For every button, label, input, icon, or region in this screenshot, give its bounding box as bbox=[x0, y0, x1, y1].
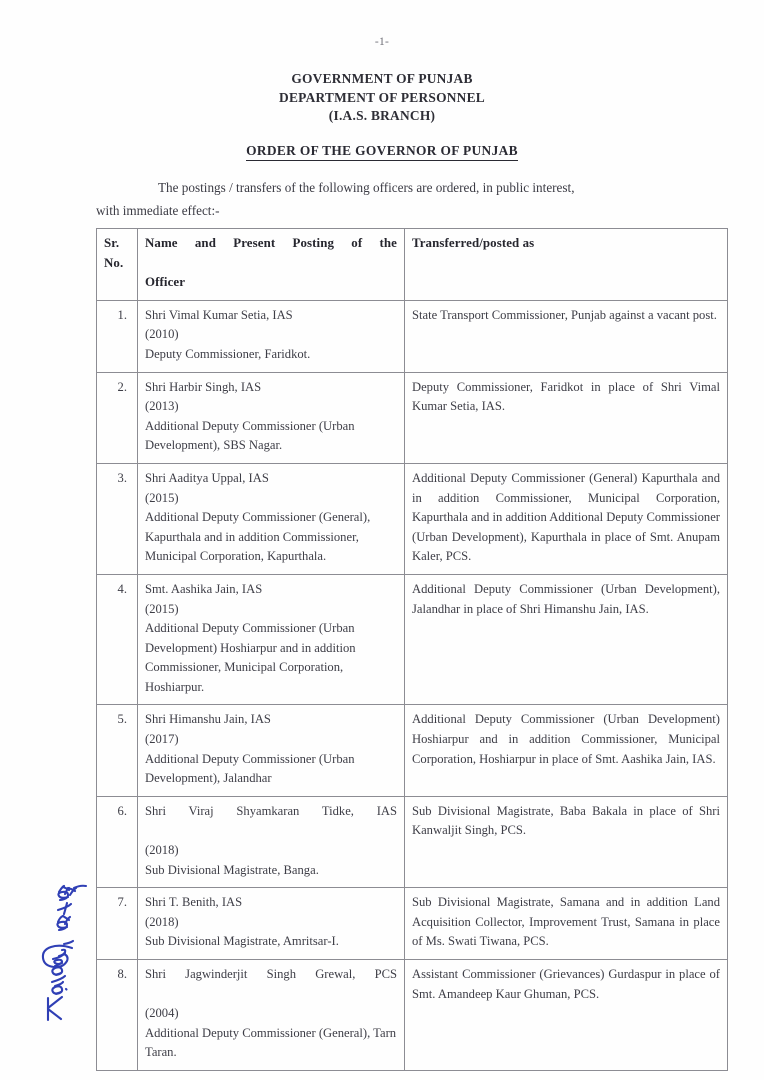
masthead bbox=[0, 70, 764, 126]
row-name-and-present-posting: Smt. Aashika Jain, IAS (2015) Additional Deputy Commissioner (Urban Development) Hoshiarpur and in addition Commissioner, Municipal Corporation, Hoshiarpur. bbox=[138, 574, 405, 705]
order-title-container bbox=[0, 142, 764, 161]
row-transferred-posted-as: Deputy Commissioner, Faridkot in place of Shri Vimal Kumar Setia, IAS. bbox=[405, 372, 728, 463]
row-transferred-posted-as: Additional Deputy Commissioner (Urban Development) Hoshiarpur and in addition Commissioner, Municipal Corporation, Hoshiarpur in place of Smt. Aashika Jain, IAS. bbox=[405, 705, 728, 796]
row-name-and-present-posting: Shri T. Benith, IAS (2018) Sub Divisional Magistrate, Amritsar-I. bbox=[138, 888, 405, 960]
column-header-name-posting: Name and Present Posting of the Officer bbox=[138, 229, 405, 301]
table-row bbox=[97, 796, 728, 887]
intro-paragraph bbox=[96, 176, 730, 222]
row-serial-number: 2. bbox=[97, 372, 138, 463]
row-serial-number: 3. bbox=[97, 463, 138, 574]
table-row bbox=[97, 300, 728, 372]
row-serial-number: 4. bbox=[97, 574, 138, 705]
page-number: -1- bbox=[374, 36, 390, 48]
row-serial-number: 5. bbox=[97, 705, 138, 796]
row-name-and-present-posting: Shri Vimal Kumar Setia, IAS (2010) Deputy Commissioner, Faridkot. bbox=[138, 300, 405, 372]
row-transferred-posted-as: Additional Deputy Commissioner (Urban Development), Jalandhar in place of Shri Himanshu Jain, IAS. bbox=[405, 574, 728, 705]
row-serial-number: 8. bbox=[97, 960, 138, 1071]
intro-line-1: The postings / transfers of the following officers are ordered, in public interest, bbox=[158, 180, 575, 195]
row-transferred-posted-as: Sub Divisional Magistrate, Baba Bakala in place of Shri Kanwaljit Singh, PCS. bbox=[405, 796, 728, 887]
column-header-transferred-to: Transferred/posted as bbox=[405, 229, 728, 301]
table-row bbox=[97, 574, 728, 705]
row-name-and-present-posting: Shri Viraj Shyamkaran Tidke, IAS (2018) Sub Divisional Magistrate, Banga. bbox=[138, 796, 405, 887]
table-row bbox=[97, 705, 728, 796]
masthead-line-branch: (I.A.S. BRANCH) bbox=[328, 108, 436, 123]
table-body bbox=[97, 300, 728, 1070]
row-name-and-present-posting: Shri Himanshu Jain, IAS (2017) Additional Deputy Commissioner (Urban Development), Jalandhar bbox=[138, 705, 405, 796]
row-name-and-present-posting: Shri Aaditya Uppal, IAS (2015) Additional Deputy Commissioner (General), Kapurthala and in addition Commissioner, Municipal Corporation, Kapurthala. bbox=[138, 463, 405, 574]
row-transferred-posted-as: Additional Deputy Commissioner (General) Kapurthala and in addition Commissioner, Municipal Corporation, Kapurthala and in addition Additional Deputy Commissioner (Urban Development), Kapurthala in place of Smt. Anupam Kaler, PCS. bbox=[405, 463, 728, 574]
row-serial-number: 7. bbox=[97, 888, 138, 960]
masthead-line-department: DEPARTMENT OF PERSONNEL bbox=[279, 89, 485, 105]
table-row bbox=[97, 960, 728, 1071]
row-transferred-posted-as: Assistant Commissioner (Grievances) Gurdaspur in place of Smt. Amandeep Kaur Ghuman, PCS. bbox=[405, 960, 728, 1071]
table-header-row bbox=[97, 229, 728, 301]
row-name-and-present-posting: Shri Harbir Singh, IAS (2013) Additional Deputy Commissioner (Urban Development), SBS Nagar. bbox=[138, 372, 405, 463]
table-row bbox=[97, 372, 728, 463]
handwritten-signature bbox=[34, 852, 94, 1028]
row-transferred-posted-as: State Transport Commissioner, Punjab against a vacant post. bbox=[405, 300, 728, 372]
transfer-order-table bbox=[96, 228, 728, 1071]
row-serial-number: 6. bbox=[97, 796, 138, 887]
row-transferred-posted-as: Sub Divisional Magistrate, Samana and in addition Land Acquisition Collector, Improvement Trust, Samana in place of Ms. Swati Tiwana, PCS. bbox=[405, 888, 728, 960]
table-row bbox=[97, 888, 728, 960]
column-header-sr-no: Sr. No. bbox=[97, 229, 138, 301]
intro-line-2: with immediate effect:- bbox=[96, 203, 220, 218]
masthead-line-government: GOVERNMENT OF PUNJAB bbox=[291, 71, 473, 86]
order-title: ORDER OF THE GOVERNOR OF PUNJAB bbox=[246, 143, 518, 161]
row-serial-number: 1. bbox=[97, 300, 138, 372]
signature-ink bbox=[34, 852, 94, 1028]
table-row bbox=[97, 463, 728, 574]
row-name-and-present-posting: Shri Jagwinderjit Singh Grewal, PCS (2004) Additional Deputy Commissioner (General), Tarn Taran. bbox=[138, 960, 405, 1071]
